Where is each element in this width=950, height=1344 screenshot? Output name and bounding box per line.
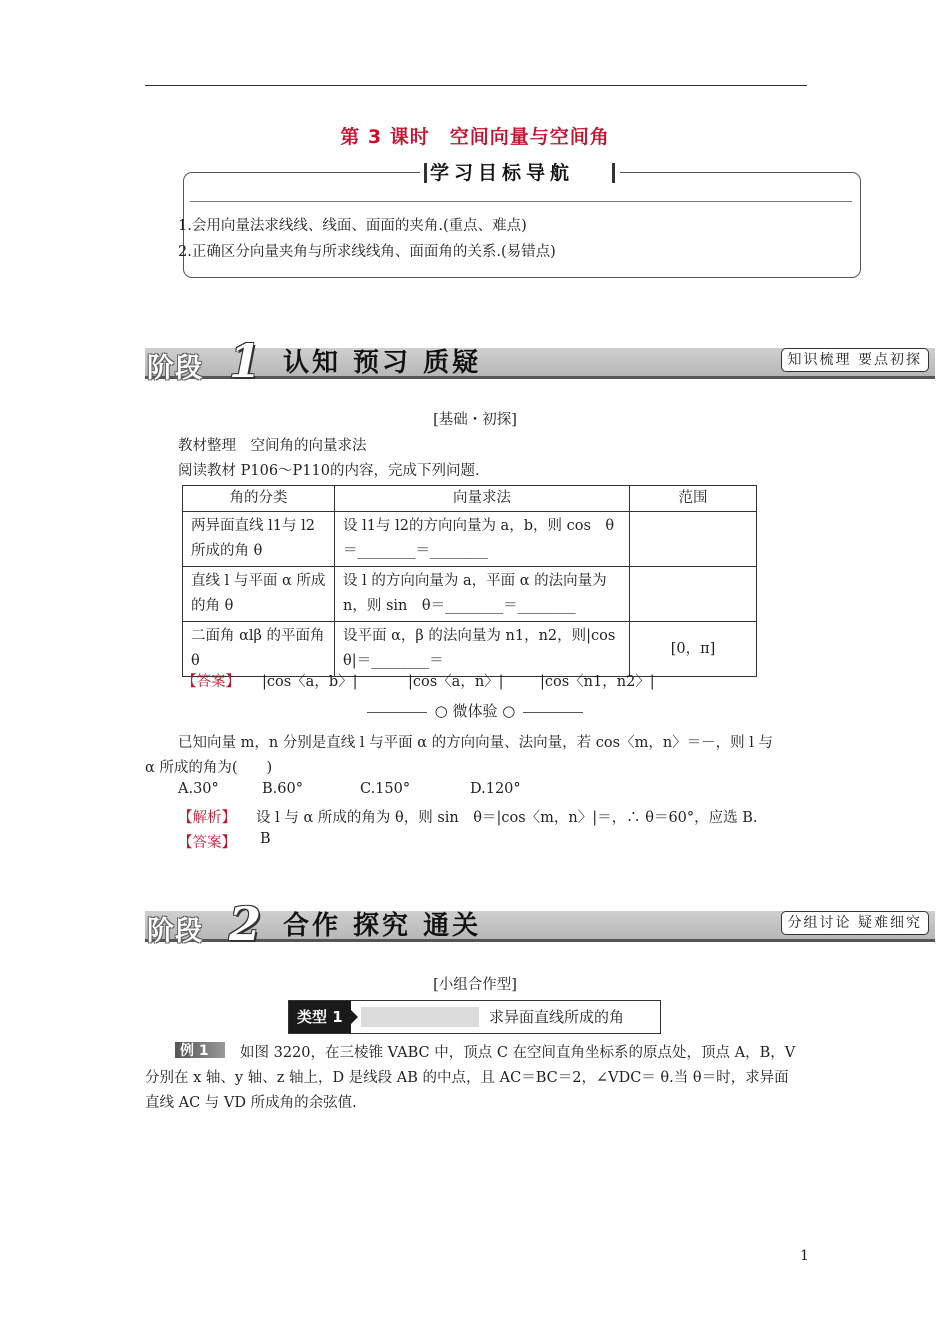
stage-2-tag: 分组讨论 疑难细究 [781, 911, 929, 935]
table-row [183, 567, 757, 622]
example-line-2: 分别在 x 轴、y 轴、z 轴上，D 是线段 AB 的中点，且 AC＝BC＝2，∠VDC＝ θ.当 θ＝时，求异面 [145, 1070, 789, 1086]
type-label: 类型 1 [289, 1001, 351, 1033]
top-rule [145, 85, 807, 86]
type-title: 求异面直线所成的角 [489, 1008, 625, 1026]
stage-2-banner [145, 897, 935, 951]
analysis-label: 【解析】 [178, 810, 236, 826]
micro-answer: B [260, 831, 271, 847]
option-b: B.60° [262, 781, 303, 797]
section-2-bracket: [小组合作型] [433, 977, 517, 993]
table-cell [630, 567, 757, 622]
micro-heading: ○ 微体验 ○ [0, 700, 950, 721]
answer-item: |cos〈n1，n2〉| [540, 674, 655, 690]
micro-title: 微体验 [452, 702, 498, 720]
example-line-3: 直线 AC 与 VD 所成角的余弦值. [145, 1095, 357, 1111]
arrow-icon [351, 1010, 358, 1024]
stage-2-label: 阶段 [147, 916, 203, 947]
micro-question: 已知向量 m，n 分别是直线 l 与平面 α 的方向向量、法向量，若 cos〈m，n〉＝－，则 l 与 [178, 735, 774, 751]
stage-1-label: 阶段 [147, 353, 203, 384]
micro-question-cont: α 所成的角为( ) [145, 760, 273, 776]
example-label: 例 1 [180, 1043, 209, 1059]
answer-item: |cos〈a，b〉| [262, 674, 358, 690]
table-cell: 设平面 α，β 的法向量为 n1，n2，则|cos θ|＝________＝ [335, 622, 630, 677]
angle-method-table [182, 485, 757, 677]
type-box [288, 1000, 661, 1034]
stage-1-title: 认知 预习 质疑 [283, 348, 482, 378]
table-row [183, 622, 757, 677]
table-header: 向量求法 [335, 486, 630, 512]
stage-2-number: 2 [229, 897, 262, 951]
section-1-heading: 教材整理 空间角的向量求法 [178, 438, 367, 454]
goals-label: 学习目标导航 [430, 162, 575, 184]
lesson-title: 第 3 课时 空间向量与空间角 [340, 126, 610, 148]
page-number: 1 [800, 1248, 809, 1264]
table-cell: 设 l 的方向向量为 a，平面 α 的法向量为 n，则 sin θ＝________＝________ [335, 567, 630, 622]
section-1-reading: 阅读教材 P106～P110的内容，完成下列问题. [178, 463, 480, 479]
micro-answer-label: 【答案】 [178, 835, 236, 851]
table-cell [630, 512, 757, 567]
example-line-1: 如图 3220，在三棱锥 VABC 中，顶点 C 在空间直角坐标系的原点处，顶点 A，B，V [240, 1045, 796, 1061]
analysis-text: 设 l 与 α 所成的角为 θ，则 sin θ＝|cos〈m，n〉|＝，∴ θ＝60°，应选 B. [256, 810, 758, 826]
stage-1-number: 1 [229, 334, 262, 388]
table-header: 角的分类 [183, 486, 335, 512]
stage-1-tag: 知识梳理 要点初探 [781, 348, 929, 372]
option-d: D.120° [470, 781, 521, 797]
stage-2-title: 合作 探究 通关 [283, 911, 482, 941]
goal-item-1: 1.会用向量法求线线、线面、面面的夹角.(重点、难点) [178, 218, 527, 234]
table-cell: 设 l1与 l2的方向向量为 a，b，则 cos θ＝________＝________ [335, 512, 630, 567]
table-cell: [0，π] [630, 622, 757, 677]
section-1-bracket: [基础・初探] [433, 412, 517, 428]
table-header: 范围 [630, 486, 757, 512]
answer-item: |cos〈a，n〉| [408, 674, 504, 690]
option-c: C.150° [360, 781, 411, 797]
option-a: A.30° [178, 781, 219, 797]
table-row [183, 512, 757, 567]
table-cell: 直线 l 与平面 α 所成的角 θ [183, 567, 335, 622]
goal-item-2: 2.正确区分向量夹角与所求线线角、面面角的关系.(易错点) [178, 244, 556, 260]
goals-divider [190, 201, 852, 202]
stage-1-banner [145, 334, 935, 388]
table-cell: 二面角 αlβ 的平面角 θ [183, 622, 335, 677]
table-cell: 两异面直线 l1与 l2所成的角 θ [183, 512, 335, 567]
answer-label: 【答案】 [182, 674, 240, 690]
